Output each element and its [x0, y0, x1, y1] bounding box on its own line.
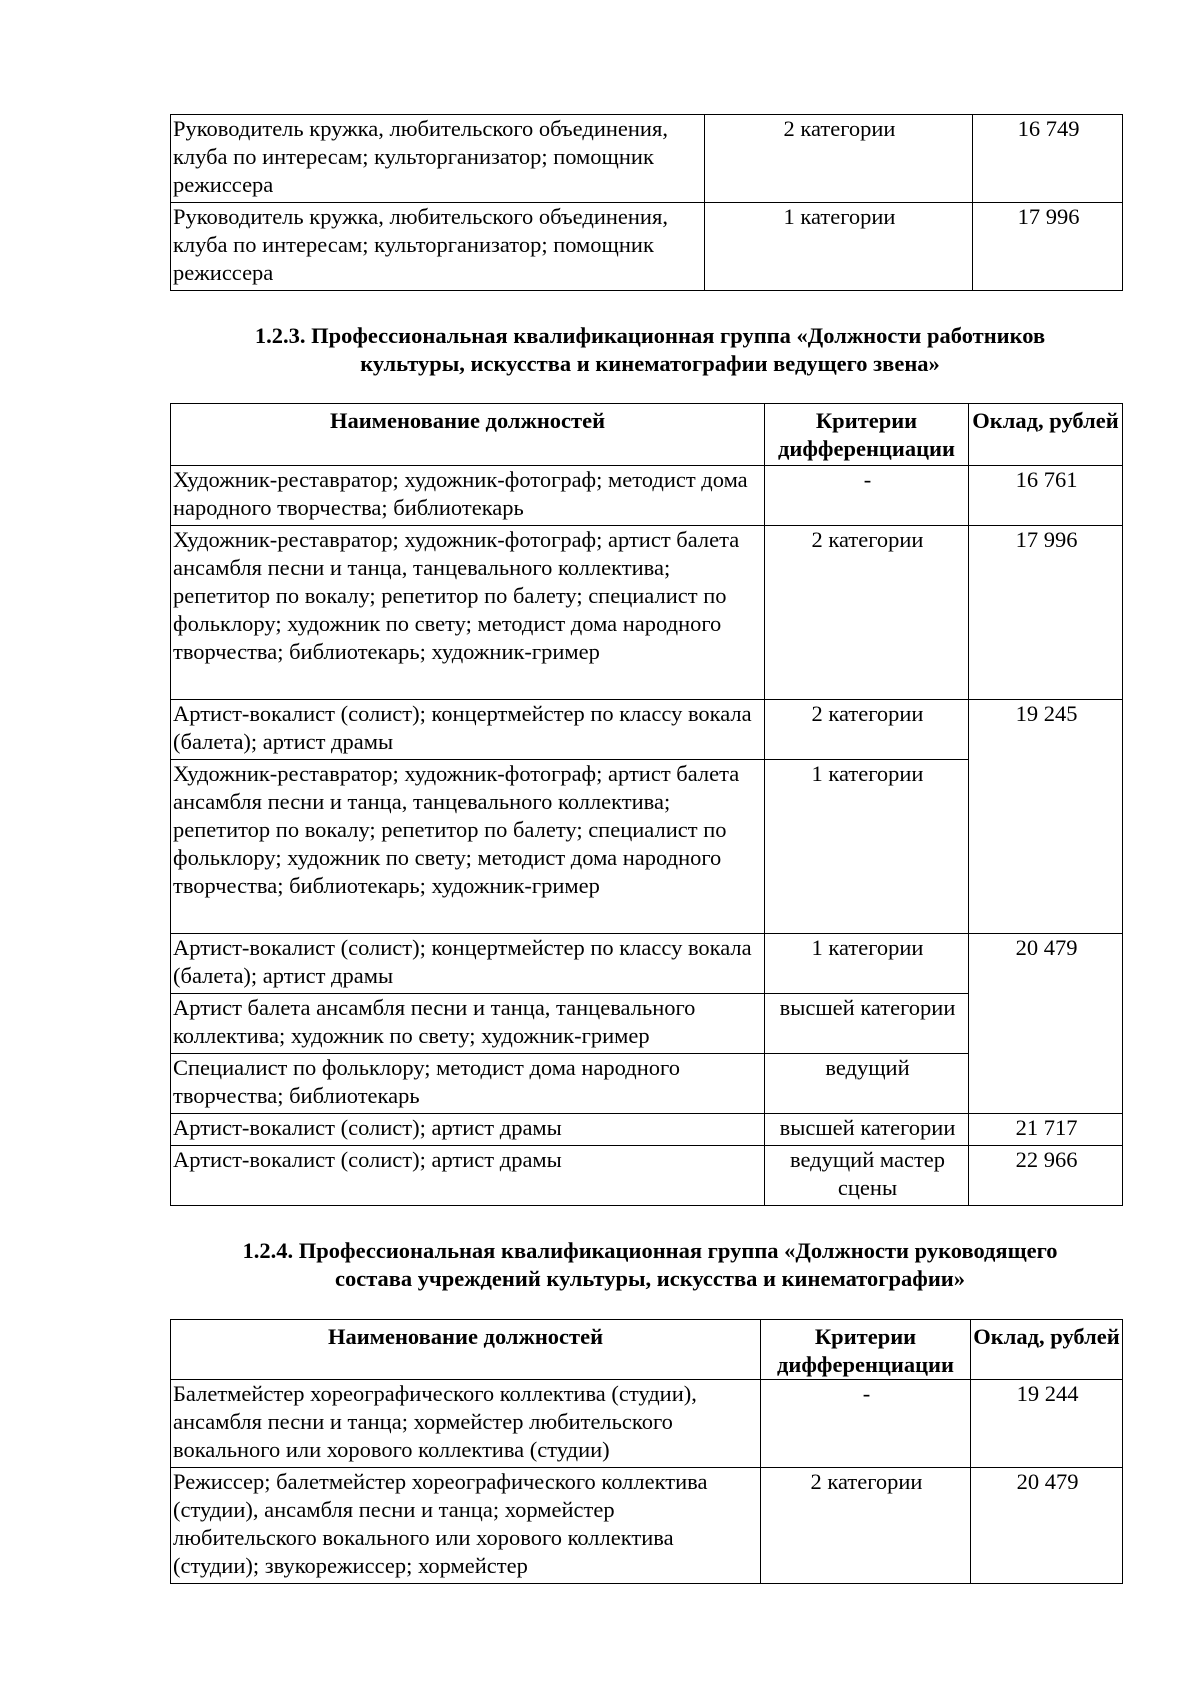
table-row: [171, 1468, 1123, 1584]
salary-cell: 16 749: [973, 115, 1123, 203]
table-row: [171, 1114, 1123, 1146]
position-name: Артист-вокалист (солист); концертмейстер по классу вокала (балета); артист драмы: [171, 700, 765, 760]
table-row: [171, 466, 1123, 526]
salary-cell: 17 996: [969, 526, 1123, 700]
position-name: Артист-вокалист (солист); артист драмы: [171, 1114, 765, 1146]
position-name: Художник-реставратор; художник-фотограф; методист дома народного творчества; библиотекарь: [171, 466, 765, 526]
table-row: [171, 934, 1123, 994]
table-row: [171, 700, 1123, 760]
position-name: Руководитель кружка, любительского объединения, клуба по интересам; культорганизатор; помощник режиссера: [171, 203, 705, 291]
criteria-cell: 1 категории: [765, 760, 969, 934]
position-name: Художник-реставратор; художник-фотограф; артист балета ансамбля песни и танца, танцевального коллектива; репетитор по вокалу; репетитор по балету; специалист по фольклору; художник по свету; методист дома народного творчества; библиотекарь; художник-гример: [171, 760, 765, 934]
criteria-cell: -: [765, 466, 969, 526]
criteria-cell: 1 категории: [705, 203, 973, 291]
criteria-cell: ведущий мастер сцены: [765, 1146, 969, 1206]
section-heading-1-2-3: [170, 322, 1130, 378]
salary-cell: 22 966: [969, 1146, 1123, 1206]
table-continuation: [170, 114, 1123, 291]
table-header-row: [171, 1320, 1123, 1380]
position-name: Художник-реставратор; художник-фотограф; артист балета ансамбля песни и танца, танцевального коллектива; репетитор по вокалу; репетитор по балету; специалист по фольклору; художник по свету; методист дома народного творчества; библиотекарь; художник-гример: [171, 526, 765, 700]
column-header-salary: Оклад, рублей: [971, 1320, 1123, 1380]
salary-cell: 19 244: [971, 1380, 1123, 1468]
position-name: Режиссер; балетмейстер хореографического коллектива (студии), ансамбля песни и танца; хормейстер любительского вокального или хорового коллектива (студии); звукорежиссер; хормейстер: [171, 1468, 761, 1584]
table-header-row: [171, 404, 1123, 466]
position-name: Артист-вокалист (солист); артист драмы: [171, 1146, 765, 1206]
criteria-cell: высшей категории: [765, 994, 969, 1054]
criteria-cell: 2 категории: [765, 526, 969, 700]
salary-cell: 20 479: [971, 1468, 1123, 1584]
heading-line: состава учреждений культуры, искусства и кинематографии»: [334, 1266, 966, 1291]
criteria-cell: -: [761, 1380, 971, 1468]
table-section-1-2-3: [170, 403, 1123, 1206]
table-row: [171, 115, 1123, 203]
heading-line: 1.2.3. Профессиональная квалификационная группа «Должности работников: [254, 323, 1046, 348]
column-header-criteria: Критерии дифференциации: [765, 404, 969, 466]
criteria-cell: 2 категории: [705, 115, 973, 203]
salary-cell: 19 245: [969, 700, 1123, 934]
section-heading-1-2-4: [170, 1237, 1130, 1293]
criteria-cell: 2 категории: [761, 1468, 971, 1584]
salary-cell: 20 479: [969, 934, 1123, 1114]
salary-cell: 16 761: [969, 466, 1123, 526]
column-header-name: Наименование должностей: [171, 404, 765, 466]
table-row: [171, 1146, 1123, 1206]
salary-cell: 21 717: [969, 1114, 1123, 1146]
position-name: Специалист по фольклору; методист дома народного творчества; библиотекарь: [171, 1054, 765, 1114]
table-row: [171, 203, 1123, 291]
criteria-cell: 1 категории: [765, 934, 969, 994]
salary-cell: 17 996: [973, 203, 1123, 291]
column-header-criteria: Критерии дифференциации: [761, 1320, 971, 1380]
criteria-cell: высшей категории: [765, 1114, 969, 1146]
column-header-salary: Оклад, рублей: [969, 404, 1123, 466]
table-row: [171, 1380, 1123, 1468]
heading-line: культуры, искусства и кинематографии ведущего звена»: [360, 351, 940, 376]
column-header-name: Наименование должностей: [171, 1320, 761, 1380]
position-name: Артист-вокалист (солист); концертмейстер по классу вокала (балета); артист драмы: [171, 934, 765, 994]
heading-line: 1.2.4. Профессиональная квалификационная группа «Должности руководящего: [242, 1238, 1058, 1263]
table-section-1-2-4: [170, 1319, 1123, 1584]
position-name: Артист балета ансамбля песни и танца, танцевального коллектива; художник по свету; художник-гример: [171, 994, 765, 1054]
criteria-cell: ведущий: [765, 1054, 969, 1114]
criteria-cell: 2 категории: [765, 700, 969, 760]
position-name: Балетмейстер хореографического коллектива (студии), ансамбля песни и танца; хормейстер любительского вокального или хорового коллектива (студии): [171, 1380, 761, 1468]
position-name: Руководитель кружка, любительского объединения, клуба по интересам; культорганизатор; помощник режиссера: [171, 115, 705, 203]
table-row: [171, 526, 1123, 700]
